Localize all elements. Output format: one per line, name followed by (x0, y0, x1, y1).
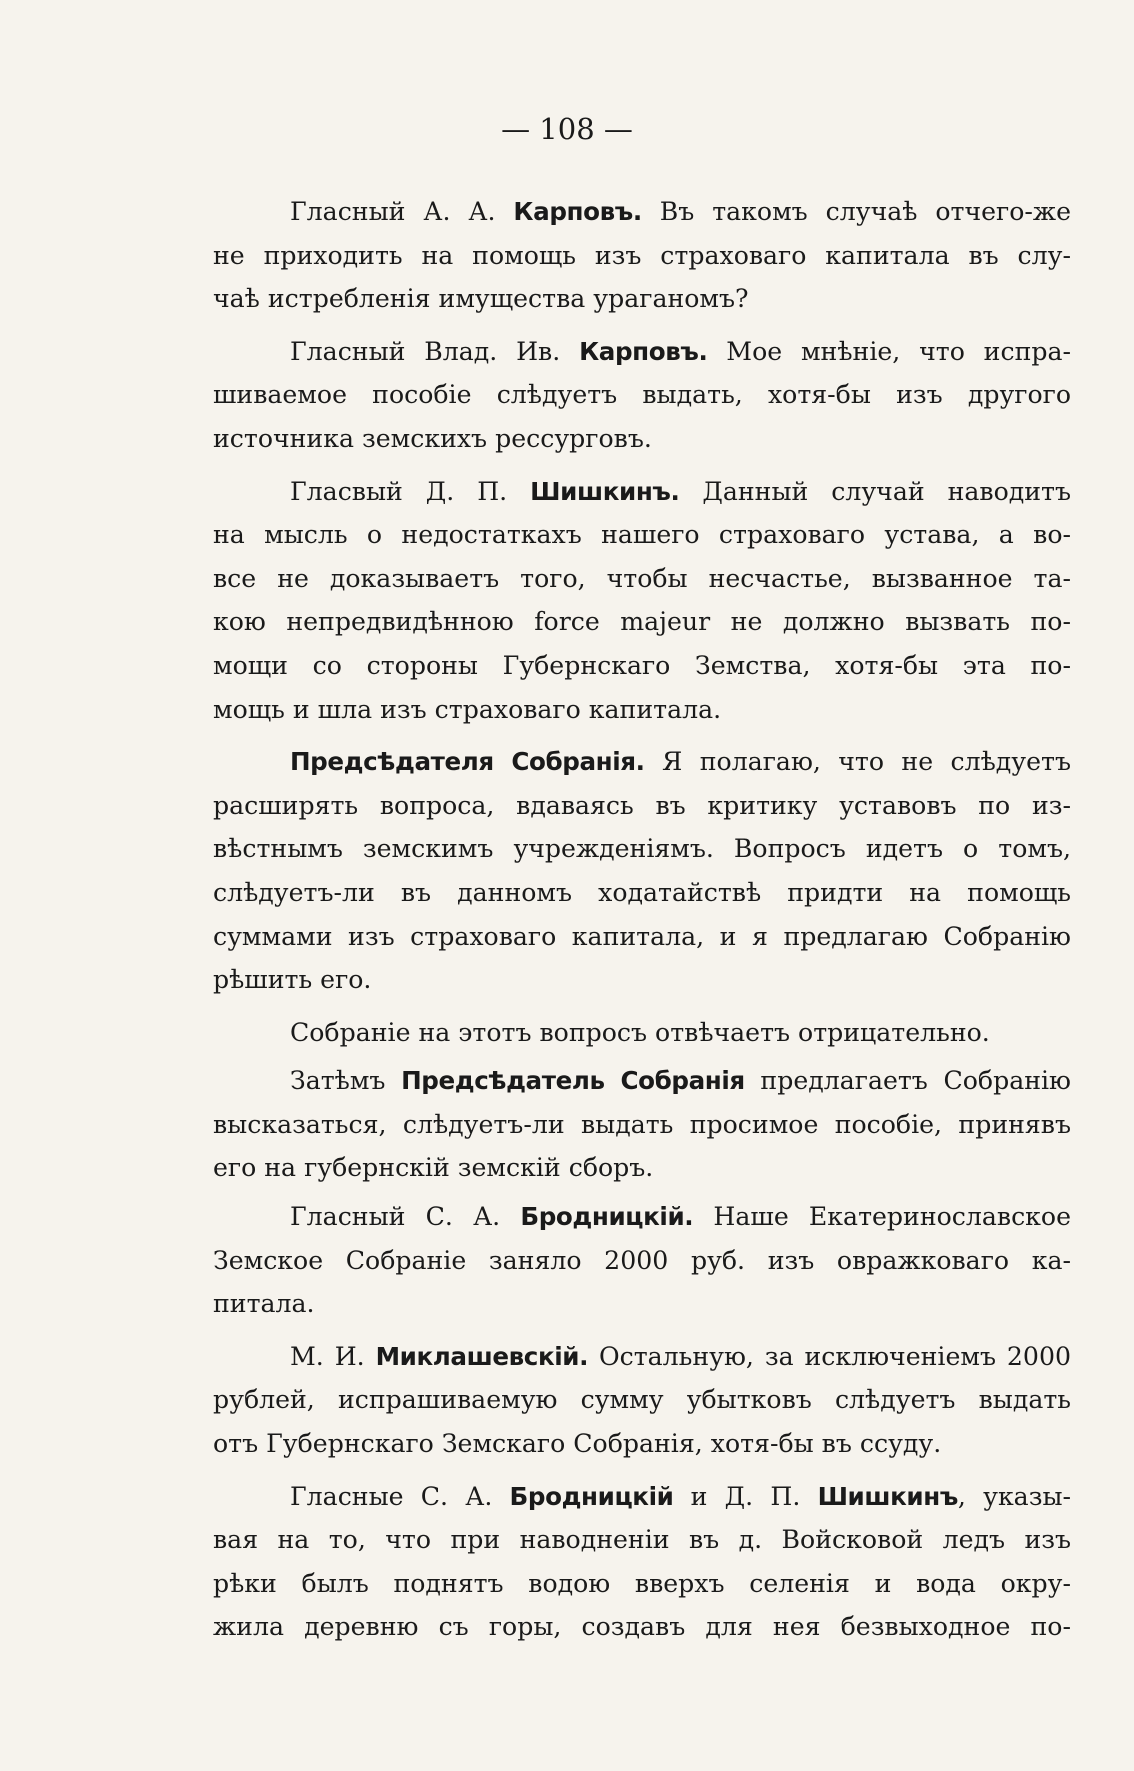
text-line (213, 1378, 1071, 1422)
text-run: Остальную, за исключеніемъ 2000 (588, 1341, 1071, 1371)
text-run: рублей, испрашиваемую сумму убытковъ слѣдуетъ выдать (213, 1385, 1071, 1415)
text-line (213, 740, 1071, 784)
paragraph (213, 1475, 1071, 1649)
paragraph (213, 740, 1071, 1002)
speaker-name: Шишкинъ. (530, 476, 680, 506)
text-run: вая на то, что при наводненіи въ д. Войсковой ледъ изъ (213, 1525, 1071, 1555)
text-line (213, 1239, 1071, 1283)
text-line (213, 234, 1071, 278)
text-line (213, 1059, 1071, 1103)
paragraph (213, 470, 1071, 732)
text-line (213, 958, 1071, 1002)
text-line (213, 1103, 1071, 1147)
text-run: питала. (213, 1289, 315, 1319)
text-line (213, 688, 1071, 732)
text-line (213, 1011, 1071, 1055)
text-line (213, 373, 1071, 417)
text-line (213, 1475, 1071, 1519)
text-line (213, 871, 1071, 915)
text-line (213, 784, 1071, 828)
text-line (213, 1335, 1071, 1379)
text-run: Я полагаю, что не слѣдуетъ (644, 747, 1071, 777)
speaker-name: Миклашевскій. (375, 1341, 589, 1371)
text-run: Гласный А. А. (290, 197, 514, 226)
text-line (213, 190, 1071, 234)
text-line (213, 1282, 1071, 1326)
text-run: Земское Собраніе заняло 2000 руб. изъ овражковаго ка- (213, 1245, 1071, 1275)
text-run: рѣки былъ поднятъ водою вверхъ селенія и вода окру- (213, 1568, 1071, 1598)
text-line (213, 470, 1071, 514)
speaker-name: Бродницкій (509, 1481, 674, 1511)
text-line (213, 915, 1071, 959)
text-run: мощи со стороны Губернскаго Земства, хотя-бы эта по- (213, 650, 1071, 680)
text-run: кою непредвидѣнною force majeur не должно вызвать по- (213, 607, 1071, 637)
speaker-name: Шишкинъ (817, 1481, 958, 1511)
text-run: источника земскихъ рессурговъ. (213, 423, 652, 453)
text-run: чаѣ истребленія имущества ураганомъ? (213, 284, 749, 314)
text-line (213, 557, 1071, 601)
paragraph (213, 1335, 1071, 1466)
text-run: и Д. П. (673, 1481, 818, 1511)
text-line (213, 513, 1071, 557)
text-run: вѣстнымъ земскимъ учрежденіямъ. Вопросъ идетъ о томъ, (213, 834, 1071, 864)
text-run: Затѣмъ (290, 1066, 402, 1096)
text-run: отъ Губернскаго Земскаго Собранія, хотя-бы въ ссуду. (213, 1429, 942, 1459)
text-run: , указы- (957, 1481, 1071, 1511)
speaker-name: Карповъ. (579, 336, 708, 366)
text-line (213, 330, 1071, 374)
speaker-name: Карповъ. (513, 197, 642, 226)
text-line (213, 600, 1071, 644)
text-line (213, 1195, 1071, 1239)
text-run: М. И. (290, 1341, 376, 1371)
text-run: предлагаетъ Собранію (744, 1066, 1071, 1096)
text-run: Гласный Влад. Ив. (290, 336, 580, 366)
text-line (213, 1422, 1071, 1466)
page-text (213, 190, 1071, 1649)
speaker-name: Предсѣдателя Собранія. (290, 747, 645, 777)
speaker-name: Предсѣдатель Собранія (401, 1066, 745, 1096)
text-run: рѣшить его. (213, 965, 372, 995)
text-line (213, 1146, 1071, 1190)
text-run: Мое мнѣніе, что испра- (707, 336, 1072, 366)
speaker-name: Бродницкій. (520, 1202, 694, 1232)
paragraph (213, 1011, 1071, 1055)
text-run: не приходить на помощь изъ страховаго капитала въ слу- (213, 240, 1071, 270)
text-line (213, 1562, 1071, 1606)
text-line (213, 1605, 1071, 1649)
text-run: все не доказываетъ того, чтобы несчастье, вызванное та- (213, 563, 1071, 593)
text-run: расширять вопроса, вдаваясь въ критику уставовъ по из- (213, 790, 1071, 820)
text-run: Въ такомъ случаѣ отчего-же (641, 197, 1071, 226)
text-run: шиваемое пособіе слѣдуетъ выдать, хотя-бы изъ другого (213, 380, 1071, 410)
text-run: жила деревню съ горы, создавъ для нея безвыходное по- (213, 1612, 1071, 1642)
text-run: Наше Екатеринославское (693, 1202, 1071, 1232)
text-run: на мысль о недостаткахъ нашего страховаго устава, а во- (213, 520, 1071, 550)
text-run: мощь и шла изъ страховаго капитала. (213, 694, 722, 724)
text-run: Собраніе на этотъ вопросъ отвѣчаетъ отрицательно. (290, 1017, 990, 1047)
text-line (213, 417, 1071, 461)
paragraph (213, 1195, 1071, 1326)
text-line (213, 1518, 1071, 1562)
text-run: его на губернскій земскій сборъ. (213, 1153, 654, 1183)
page-number: — 108 — (501, 112, 633, 146)
text-run: суммами изъ страховаго капитала, и я предлагаю Собранію (213, 921, 1071, 951)
text-line (213, 827, 1071, 871)
paragraph (213, 1059, 1071, 1190)
paragraph (213, 190, 1071, 321)
text-run: Данный случай наводитъ (679, 476, 1071, 506)
text-run: слѣдуетъ-ли въ данномъ ходатайствѣ придти на помощь (213, 877, 1071, 907)
text-line (213, 644, 1071, 688)
paragraph (213, 330, 1071, 461)
text-run: Гласные С. А. (290, 1481, 510, 1511)
text-line (213, 277, 1071, 321)
text-run: высказаться, слѣдуетъ-ли выдать просимое пособіе, принявъ (213, 1109, 1071, 1139)
text-run: Гласвый Д. П. (290, 476, 531, 506)
text-run: Гласный С. А. (290, 1202, 521, 1232)
